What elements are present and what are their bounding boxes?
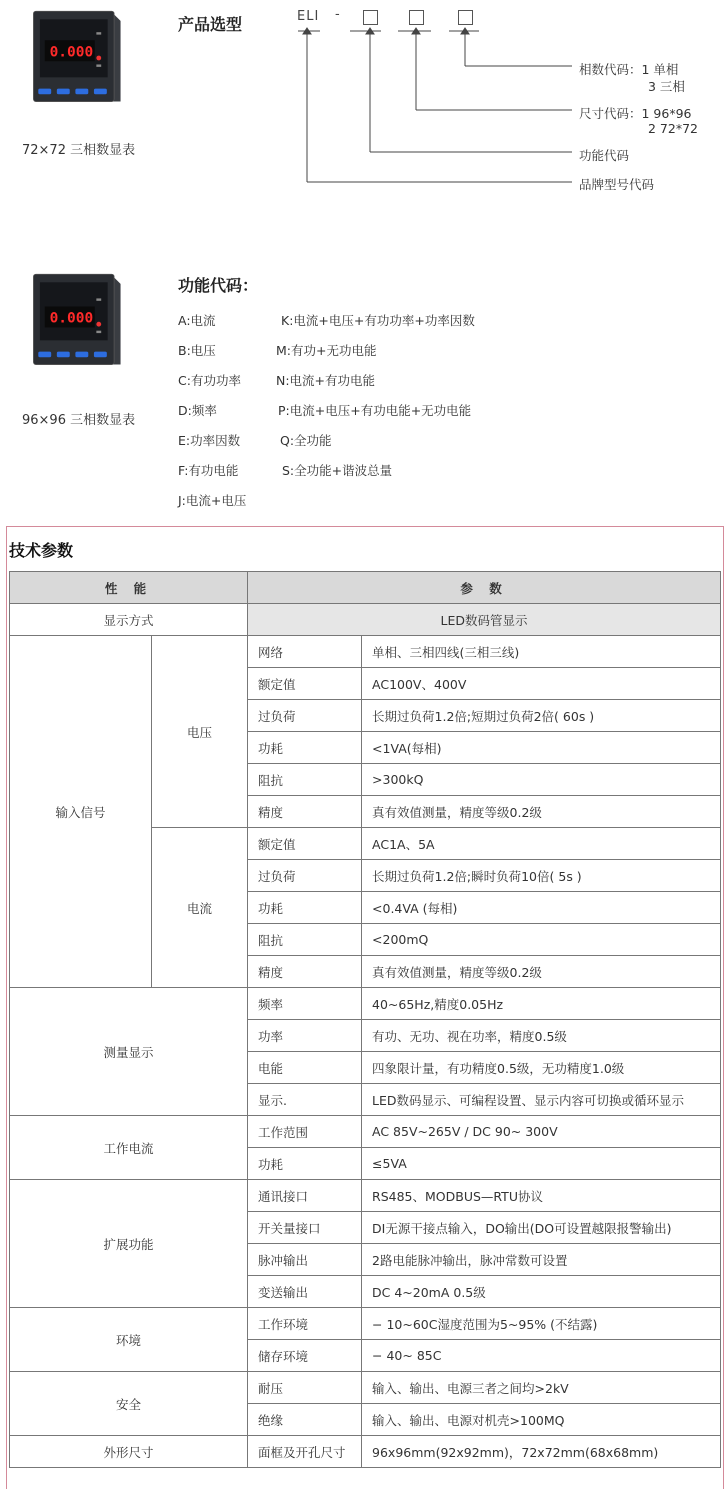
table-row [10,604,721,636]
table-row [10,1308,721,1340]
row-key: 网络 [248,636,362,668]
row-key: 阻抗 [248,764,362,796]
row-value: 有功、无功、视在功率，精度0.5级 [362,1020,721,1052]
function-code-d: D:频率 [178,403,217,418]
col-parameters: 参 数 [248,572,721,604]
annotation-phase-1: 相数代码：1 单相 [579,62,679,77]
group-measure-display: 测量显示 [10,988,248,1116]
row-value: <0.4VA (每相) [362,892,721,924]
row-value: AC1A、5A [362,828,721,860]
row-value: 单相、三相四线(三相三线) [362,636,721,668]
row-key: 储存环境 [248,1340,362,1372]
meter-96-readout: 0.000 [49,310,94,327]
annotation-function: 功能代码 [579,148,630,163]
annotation-size-1: 尺寸代码：1 96*96 [579,106,692,121]
function-code-j: J:电流+电压 [178,493,247,508]
row-value: 输入、输出、电源三者之间均>2kV [362,1372,721,1404]
function-code-f: F:有功电能 [178,463,239,478]
row-value: 长期过负荷1.2倍;瞬时负荷10倍( 5s ) [362,860,721,892]
display-mode-label: 显示方式 [10,604,248,636]
function-code-k: K:电流+电压+有功功率+功率因数 [281,313,475,328]
meter-96-image [22,271,132,371]
row-key: 精度 [248,956,362,988]
row-key: 功耗 [248,1148,362,1180]
function-code-q: Q:全功能 [280,433,332,448]
selection-title: 产品选型 [178,15,243,34]
row-value: 输入、输出、电源对机壳>100MQ [362,1404,721,1436]
row-value: 四象限计量，有功精度0.5级，无功精度1.0级 [362,1052,721,1084]
group-environment: 环境 [10,1308,248,1372]
row-value: DI无源干接点输入，DO输出(DO可设置越限报警输出) [362,1212,721,1244]
row-key: 精度 [248,796,362,828]
function-code-a: A:电流 [178,313,216,328]
group-dimensions: 外形尺寸 [10,1436,248,1468]
table-row [10,1372,721,1404]
function-code-p: P:电流+电压+有功电能+无功电能 [278,403,472,418]
row-key: 开关量接口 [248,1212,362,1244]
table-row [10,988,721,1020]
row-value: 2路电能脉冲输出，脉冲常数可设置 [362,1244,721,1276]
row-key: 额定值 [248,828,362,860]
spec-table [9,571,721,1468]
row-key: 额定值 [248,668,362,700]
table-row [10,1116,721,1148]
row-value: DC 4~20mA 0.5级 [362,1276,721,1308]
row-value: AC 85V~265V / DC 90~ 300V [362,1116,721,1148]
row-value: 长期过负荷1.2倍;短期过负荷2倍( 60s ) [362,700,721,732]
table-row [10,1180,721,1212]
selection-leader-lines [0,0,728,200]
row-value: 真有效值测量，精度等级0.2级 [362,796,721,828]
row-value: LED数码显示、可编程设置、显示内容可切换或循环显示 [362,1084,721,1116]
annotation-size-2: 2 72*72 [648,121,698,136]
row-value: 40~65Hz,精度0.05Hz [362,988,721,1020]
row-key: 绝缘 [248,1404,362,1436]
tech-title: 技术参数 [9,541,74,560]
row-key: 功耗 [248,892,362,924]
function-code-s: S:全功能+谐波总量 [282,463,393,478]
row-key: 电能 [248,1052,362,1084]
row-key: 功率 [248,1020,362,1052]
row-key: 脉冲输出 [248,1244,362,1276]
row-key: 过负荷 [248,700,362,732]
group-power-supply: 工作电流 [10,1116,248,1180]
function-code-b: B:电压 [178,343,216,358]
row-key: 变送输出 [248,1276,362,1308]
function-code-e: E:功率因数 [178,433,241,448]
row-key: 频率 [248,988,362,1020]
spec-header-row [10,572,721,604]
annotation-brand: 品牌型号代码 [579,177,655,192]
table-row [10,636,721,668]
row-value: <1VA(每相) [362,732,721,764]
row-value: − 40~ 85C [362,1340,721,1372]
row-key: 工作范围 [248,1116,362,1148]
group-current: 电流 [152,828,248,988]
row-key: 显示. [248,1084,362,1116]
row-key: 工作环境 [248,1308,362,1340]
row-value: >300kQ [362,764,721,796]
row-value: AC100V、400V [362,668,721,700]
meter-72-readout: 0.000 [49,44,94,61]
row-key: 功耗 [248,732,362,764]
group-safety: 安全 [10,1372,248,1436]
code-dash: - [335,7,341,22]
row-value: − 10~60C湿度范围为5~95% (不结露) [362,1308,721,1340]
group-voltage: 电压 [152,636,248,828]
row-key: 阻抗 [248,924,362,956]
row-value: <200mQ [362,924,721,956]
function-code-c: C:有功功率 [178,373,241,388]
row-key: 通讯接口 [248,1180,362,1212]
function-title: 功能代码： [178,276,259,295]
row-key: 耐压 [248,1372,362,1404]
row-key: 过负荷 [248,860,362,892]
row-value: RS485、MODBUS—RTU协议 [362,1180,721,1212]
group-extension: 扩展功能 [10,1180,248,1308]
meter-72-caption: 72×72 三相数显表 [22,143,136,158]
annotation-phase-2: 3 三相 [648,79,685,94]
function-code-n: N:电流+有功电能 [276,373,376,388]
row-value: 真有效值测量，精度等级0.2级 [362,956,721,988]
meter-96-caption: 96×96 三相数显表 [22,413,136,428]
row-value: ≤5VA [362,1148,721,1180]
code-prefix: ELI [297,9,320,24]
function-code-m: M:有功+无功电能 [276,343,377,358]
row-value: 96x96mm(92x92mm)，72x72mm(68x68mm) [362,1436,721,1468]
row-key: 面框及开孔尺寸 [248,1436,362,1468]
col-performance: 性 能 [10,572,248,604]
table-row [10,1436,721,1468]
display-mode-value: LED数码管显示 [248,604,721,636]
group-input-signal: 输入信号 [10,636,152,988]
